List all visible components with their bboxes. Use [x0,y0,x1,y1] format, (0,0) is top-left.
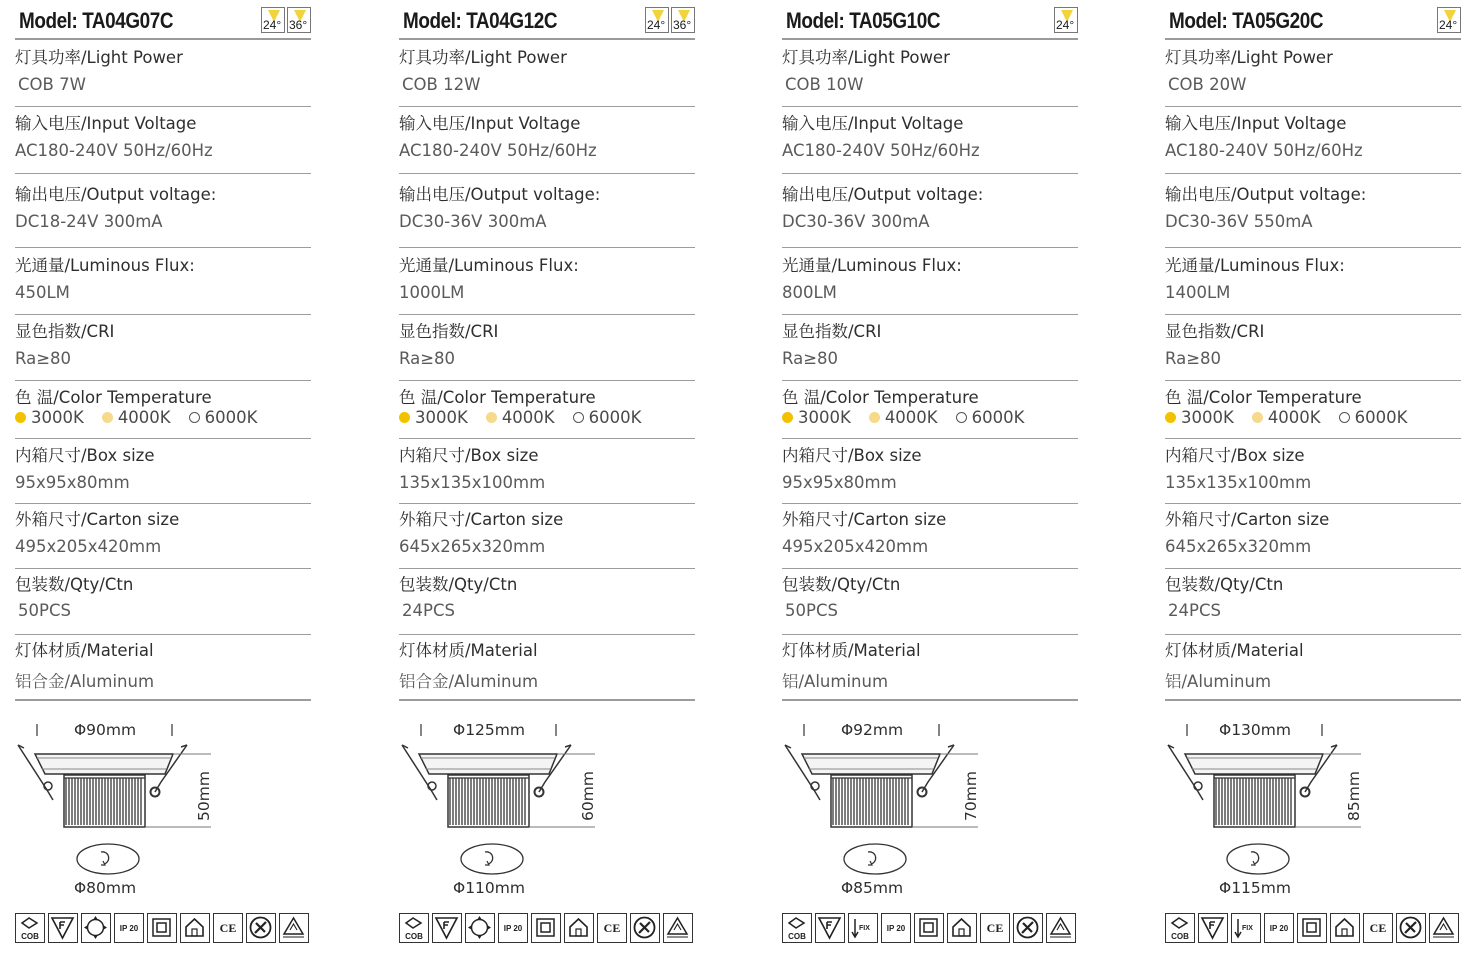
spec-row-input [782,110,1078,174]
spec-value: 495x205x420mm [782,537,929,556]
spec-value: 1400LM [1165,283,1231,302]
spec-value: Ra≥80 [1165,349,1222,368]
temp-value: 4000K [884,408,938,427]
spec-row-output [399,181,695,248]
temp-value: 3000K [798,408,851,427]
ip-rating-text: IP 20 [503,923,523,933]
spec-row-power [15,44,311,107]
temp-option [1339,408,1408,427]
temp-value: 6000K [1354,408,1408,427]
temp-option [956,408,1025,427]
temp-value: 6000K [588,408,642,427]
cob-text: COB [788,932,806,941]
color-dot-icon [573,412,584,423]
spec-row-carton [399,506,695,569]
temp-value: 6000K [204,408,258,427]
certification-icons [1165,913,1461,947]
rotate-icon [465,913,495,943]
temp-value: 4000K [501,408,555,427]
class-ii-icon [531,913,561,943]
beam-angle-label: 24° [1056,18,1075,32]
spec-row-cri [1165,318,1461,381]
spec-value: AC180-240V 50Hz/60Hz [1165,141,1363,160]
spec-value: 450LM [15,283,70,302]
outer-diameter-label: Φ130mm [1219,721,1291,739]
downlight-diagram-icon [782,712,1078,907]
spec-row-power [782,44,1078,107]
height-label: 85mm [1344,771,1363,821]
beam-angle-label: 24° [647,18,666,32]
temp-option [782,408,851,427]
tuv-icon [279,913,309,943]
downlight-diagram-icon [399,712,695,907]
color-temperature-options [15,408,275,427]
f-mark-icon [1198,913,1228,943]
spec-label: 灯具功率/Light Power [782,48,950,67]
spec-label: 显色指数/CRI [782,322,882,341]
spec-row-input [399,110,695,174]
class-ii-icon [1297,913,1327,943]
dimension-drawing [782,712,1078,907]
fix-icon [848,913,878,943]
spec-value: 50PCS [18,601,71,620]
model-header [15,6,311,40]
certification-icons [399,913,695,947]
ce-text: CE [1369,920,1387,935]
spec-row-flux [15,252,311,315]
spec-row-output [782,181,1078,248]
spec-label: 色 温/Color Temperature [15,388,212,407]
spec-value: 24PCS [1168,601,1221,620]
spec-value: 495x205x420mm [15,537,162,556]
beam-angle-icon [261,7,285,33]
spec-label: 灯具功率/Light Power [399,48,567,67]
color-temperature-options [399,408,659,427]
spec-label: 输入电压/Input Voltage [1165,114,1347,133]
spec-label: 输入电压/Input Voltage [782,114,964,133]
spec-row-input [1165,110,1461,174]
temp-value: 4000K [1267,408,1321,427]
product-column [1165,0,1461,962]
spec-label: 内箱尺寸/Box size [399,446,539,465]
spec-label: 色 温/Color Temperature [1165,388,1362,407]
ip20-icon [498,913,528,943]
spec-label: 显色指数/CRI [15,322,115,341]
spec-label: 输入电压/Input Voltage [15,114,197,133]
beam-angle-label: 36° [289,18,308,32]
ce-text: CE [603,920,621,935]
spec-row-flux [399,252,695,315]
spec-row-temp [399,384,695,439]
tuv-icon [1046,913,1076,943]
model-name: Model: TA05G20C [1169,8,1324,33]
spec-label: 输出电压/Output voltage: [15,185,217,204]
spec-label: 内箱尺寸/Box size [782,446,922,465]
spec-label: 包装数/Qty/Ctn [15,575,134,594]
beam-angle-icon [1054,7,1078,33]
rotate-icon [81,913,111,943]
spec-value: 1000LM [399,283,465,302]
fix-text: FIX [859,924,870,932]
spec-value: 135x135x100mm [1165,473,1312,492]
temp-option [486,408,555,427]
temp-value: 6000K [971,408,1025,427]
color-dot-icon [782,412,793,423]
spec-label: 灯体材质/Material [15,641,154,660]
spec-row-qty [399,571,695,635]
color-dot-icon [869,412,880,423]
spec-row-carton [15,506,311,569]
spec-row-box [15,442,311,504]
beam-angle-icon [287,7,311,33]
spec-value: DC30-36V 300mA [399,212,547,231]
spec-value: AC180-240V 50Hz/60Hz [782,141,980,160]
downlight-diagram-icon [15,712,311,907]
color-dot-icon [189,412,200,423]
beam-angle-label: 36° [673,18,692,32]
spec-value: DC30-36V 550mA [1165,212,1313,231]
spec-row-output [1165,181,1461,248]
color-dot-icon [15,412,26,423]
spec-label: 显色指数/CRI [1165,322,1265,341]
color-dot-icon [486,412,497,423]
spec-label: 外箱尺寸/Carton size [399,510,564,529]
ce-icon [980,913,1010,943]
spec-value: Ra≥80 [15,349,72,368]
spec-label: 光通量/Luminous Flux: [15,256,195,275]
height-label: 50mm [194,771,213,821]
rohs-icon [630,913,660,943]
spec-value: 800LM [782,283,837,302]
spec-row-power [399,44,695,107]
spec-label: 内箱尺寸/Box size [1165,446,1305,465]
spec-label: 显色指数/CRI [399,322,499,341]
color-temperature-options [782,408,1042,427]
spec-label: 灯体材质/Material [1165,641,1304,660]
spec-label: 灯体材质/Material [399,641,538,660]
spec-value: 50PCS [785,601,838,620]
height-label: 70mm [961,771,980,821]
spec-label: 光通量/Luminous Flux: [1165,256,1345,275]
spec-value: 铝/Aluminum [1165,672,1272,691]
color-temperature-options [1165,408,1425,427]
ce-icon [597,913,627,943]
certification-icons [15,913,311,947]
model-header [1165,6,1461,40]
spec-row-cri [399,318,695,381]
spec-value: 95x95x80mm [15,473,130,492]
model-header [782,6,1078,40]
spec-label: 外箱尺寸/Carton size [1165,510,1330,529]
beam-angle-icon [1437,7,1461,33]
spec-row-qty [15,571,311,635]
dimension-drawing [1165,712,1461,907]
spec-row-qty [782,571,1078,635]
f-mark-icon [48,913,78,943]
outer-diameter-label: Φ125mm [453,721,525,739]
spec-row-output [15,181,311,248]
ce-icon [213,913,243,943]
spec-value: COB 20W [1168,75,1247,94]
beam-angle-group [261,7,311,33]
spec-row-temp [782,384,1078,439]
spec-label: 输出电压/Output voltage: [1165,185,1367,204]
model-name: Model: TA04G07C [19,8,174,33]
beam-angle-label: 24° [263,18,282,32]
ip20-icon [881,913,911,943]
indoor-icon [947,913,977,943]
temp-value: 3000K [1181,408,1234,427]
cob-icon [782,913,812,943]
spec-value: 24PCS [402,601,455,620]
spec-label: 灯具功率/Light Power [1165,48,1333,67]
spec-label: 外箱尺寸/Carton size [782,510,947,529]
cob-text: COB [405,932,423,941]
product-column [399,0,695,962]
model-name: Model: TA04G12C [403,8,558,33]
spec-row-material [1165,637,1461,701]
rohs-icon [246,913,276,943]
spec-value: DC18-24V 300mA [15,212,163,231]
temp-option [399,408,468,427]
dimension-drawing [15,712,311,907]
ce-icon [1363,913,1393,943]
spec-label: 灯具功率/Light Power [15,48,183,67]
indoor-icon [180,913,210,943]
ip-rating-text: IP 20 [886,923,906,933]
spec-label: 内箱尺寸/Box size [15,446,155,465]
spec-row-box [782,442,1078,504]
cutout-diameter-label: Φ115mm [1219,879,1291,897]
cob-text: COB [1171,932,1189,941]
spec-label: 包装数/Qty/Ctn [782,575,901,594]
spec-row-carton [1165,506,1461,569]
spec-value: 645x265x320mm [399,537,546,556]
fix-icon [1231,913,1261,943]
spec-row-material [15,637,311,701]
product-column [782,0,1078,962]
temp-value: 3000K [31,408,84,427]
temp-option [15,408,84,427]
f-mark-icon [815,913,845,943]
cutout-diameter-label: Φ85mm [840,879,904,897]
indoor-icon [1330,913,1360,943]
spec-row-temp [15,384,311,439]
cutout-diameter-label: Φ80mm [73,879,137,897]
spec-label: 包装数/Qty/Ctn [1165,575,1284,594]
spec-value: AC180-240V 50Hz/60Hz [399,141,597,160]
color-dot-icon [1252,412,1263,423]
spec-value: AC180-240V 50Hz/60Hz [15,141,213,160]
tuv-icon [663,913,693,943]
temp-value: 3000K [415,408,468,427]
spec-row-temp [1165,384,1461,439]
outer-diameter-label: Φ92mm [840,721,904,739]
spec-value: COB 12W [402,75,481,94]
cob-icon [15,913,45,943]
spec-value: 95x95x80mm [782,473,897,492]
spec-row-flux [782,252,1078,315]
temp-option [1165,408,1234,427]
spec-row-material [399,637,695,701]
temp-option [1252,408,1321,427]
f-mark-icon [432,913,462,943]
cob-icon [1165,913,1195,943]
temp-option [102,408,171,427]
spec-label: 光通量/Luminous Flux: [782,256,962,275]
ip-rating-text: IP 20 [1269,923,1289,933]
spec-row-cri [15,318,311,381]
spec-label: 包装数/Qty/Ctn [399,575,518,594]
spec-label: 外箱尺寸/Carton size [15,510,180,529]
downlight-diagram-icon [1165,712,1461,907]
rohs-icon [1396,913,1426,943]
temp-option [189,408,258,427]
temp-value: 4000K [117,408,171,427]
class-ii-icon [147,913,177,943]
certification-icons [782,913,1078,947]
spec-value: 铝合金/Aluminum [15,672,155,691]
color-dot-icon [1165,412,1176,423]
temp-option [869,408,938,427]
spec-label: 输出电压/Output voltage: [399,185,601,204]
class-ii-icon [914,913,944,943]
indoor-icon [564,913,594,943]
product-column [15,0,311,962]
spec-label: 光通量/Luminous Flux: [399,256,579,275]
color-dot-icon [956,412,967,423]
spec-value: COB 10W [785,75,864,94]
ip-rating-text: IP 20 [119,923,139,933]
spec-row-box [399,442,695,504]
cutout-diameter-label: Φ110mm [453,879,525,897]
spec-row-input [15,110,311,174]
spec-label: 输出电压/Output voltage: [782,185,984,204]
beam-angle-group [1437,7,1461,33]
beam-angle-label: 24° [1439,18,1458,32]
spec-value: Ra≥80 [399,349,456,368]
beam-angle-icon [645,7,669,33]
dimension-drawing [399,712,695,907]
beam-angle-icon [671,7,695,33]
temp-option [573,408,642,427]
ip20-icon [114,913,144,943]
cob-text: COB [21,932,39,941]
color-dot-icon [102,412,113,423]
spec-row-qty [1165,571,1461,635]
outer-diameter-label: Φ90mm [73,721,137,739]
model-header [399,6,695,40]
spec-value: 645x265x320mm [1165,537,1312,556]
ce-text: CE [986,920,1004,935]
fix-text: FIX [1242,924,1253,932]
color-dot-icon [399,412,410,423]
color-dot-icon [1339,412,1350,423]
ce-text: CE [219,920,237,935]
spec-label: 色 温/Color Temperature [782,388,979,407]
cob-icon [399,913,429,943]
height-label: 60mm [578,771,597,821]
spec-label: 灯体材质/Material [782,641,921,660]
spec-row-cri [782,318,1078,381]
model-name: Model: TA05G10C [786,8,941,33]
spec-label: 输入电压/Input Voltage [399,114,581,133]
spec-value: 135x135x100mm [399,473,546,492]
spec-value: COB 7W [18,75,86,94]
spec-row-flux [1165,252,1461,315]
spec-value: 铝/Aluminum [782,672,889,691]
rohs-icon [1013,913,1043,943]
spec-row-box [1165,442,1461,504]
spec-row-power [1165,44,1461,107]
beam-angle-group [645,7,695,33]
spec-row-material [782,637,1078,701]
spec-row-carton [782,506,1078,569]
spec-value: Ra≥80 [782,349,839,368]
ip20-icon [1264,913,1294,943]
beam-angle-group [1054,7,1078,33]
spec-value: 铝合金/Aluminum [399,672,539,691]
tuv-icon [1429,913,1459,943]
spec-value: DC30-36V 300mA [782,212,930,231]
spec-label: 色 温/Color Temperature [399,388,596,407]
